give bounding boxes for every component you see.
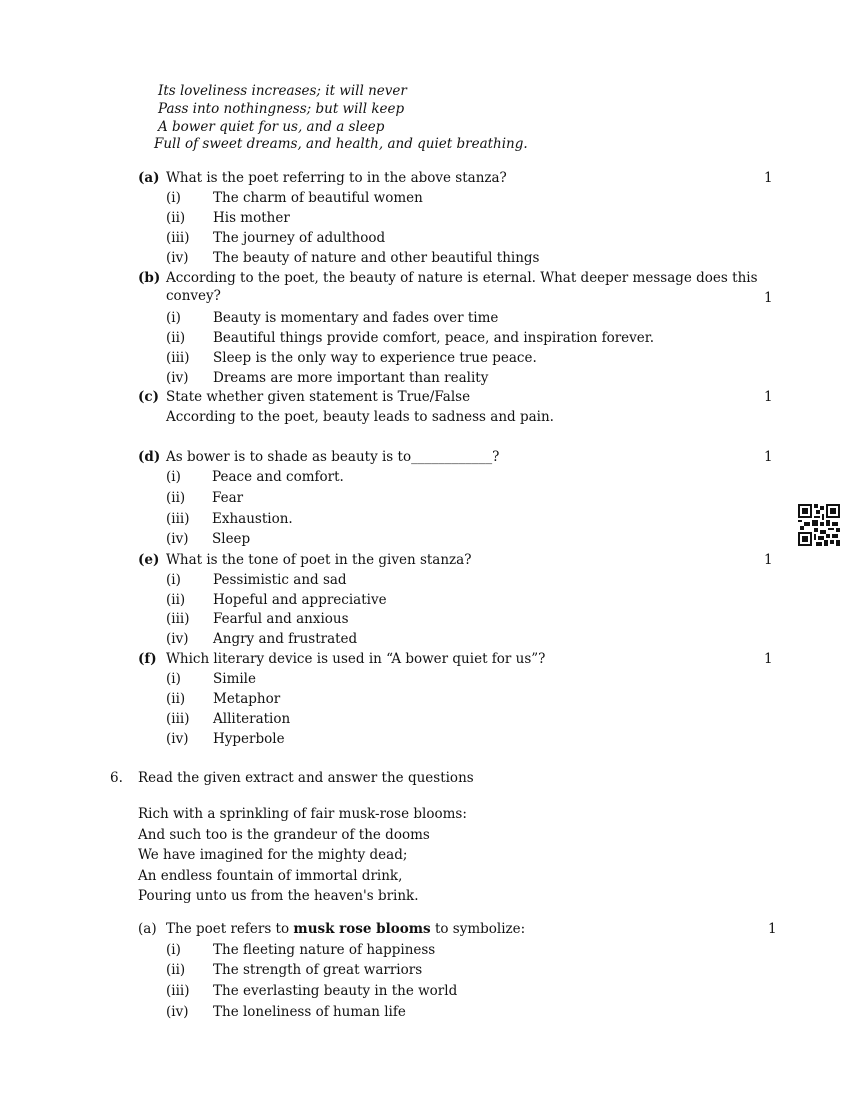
question-text-after: to symbolize: — [434, 921, 526, 937]
question-label: (a) — [138, 921, 157, 937]
option-number: (i) — [166, 469, 181, 485]
option-number: (iv) — [166, 370, 189, 386]
option-text: Fearful and anxious — [213, 611, 349, 627]
question-label: (a) — [138, 170, 160, 186]
question-instruction: Read the given extract and answer the questions — [138, 770, 474, 786]
option-text: Dreams are more important than reality — [213, 370, 489, 386]
option-text: Beautiful things provide comfort, peace, and inspiration forever. — [213, 330, 655, 346]
option-text: Beauty is momentary and fades over time — [213, 310, 499, 326]
option-text: Metaphor — [213, 691, 281, 707]
question-label: (b) — [138, 270, 161, 286]
option-text: Sleep is the only way to experience true peace. — [213, 350, 537, 366]
question-marks: 1 — [764, 449, 773, 465]
option-text: Hopeful and appreciative — [213, 592, 387, 608]
option-text: His mother — [213, 210, 290, 226]
question-marks: 1 — [768, 921, 777, 937]
option-number: (iv) — [166, 250, 189, 266]
question-text-before: The poet refers to — [166, 921, 290, 937]
option-text: The beauty of nature and other beautiful things — [213, 250, 540, 266]
option-number: (iv) — [166, 731, 189, 747]
extract-line: Rich with a sprinkling of fair musk-rose blooms: — [138, 806, 467, 822]
option-text: Peace and comfort. — [212, 469, 344, 485]
question-marks: 1 — [764, 389, 773, 405]
option-number: (iv) — [166, 1004, 189, 1020]
option-text: Fear — [212, 490, 244, 506]
stanza-line: Its loveliness increases; it will never — [158, 83, 407, 99]
question-label: (d) — [138, 449, 161, 465]
option-number: (iv) — [166, 531, 189, 547]
question-text: As bower is to shade as beauty is to____________? — [166, 449, 500, 465]
question-number: 6. — [110, 770, 123, 786]
question-text: According to the poet, the beauty of nature is eternal. What deeper message does this convey? — [166, 270, 758, 304]
option-text: Exhaustion. — [212, 511, 293, 527]
option-number: (iii) — [166, 230, 190, 246]
option-number: (i) — [166, 942, 181, 958]
option-number: (iii) — [166, 611, 190, 627]
stanza-line: A bower quiet for us, and a sleep — [158, 119, 385, 135]
question-marks: 1 — [764, 290, 773, 306]
option-number: (iii) — [166, 711, 190, 727]
stanza-line: Pass into nothingness; but will keep — [158, 101, 405, 117]
question-label: (c) — [138, 389, 159, 405]
question-label: (e) — [138, 552, 160, 568]
option-text: The everlasting beauty in the world — [213, 983, 458, 999]
option-number: (ii) — [166, 210, 186, 226]
question-marks: 1 — [764, 651, 773, 667]
option-text: Pessimistic and sad — [213, 572, 347, 588]
option-number: (ii) — [166, 962, 186, 978]
option-number: (iii) — [166, 983, 190, 999]
option-text: Angry and frustrated — [213, 631, 358, 647]
option-text: The loneliness of human life — [213, 1004, 406, 1020]
question-text: State whether given statement is True/False — [166, 389, 471, 405]
extract-line: An endless fountain of immortal drink, — [138, 868, 403, 884]
option-number: (ii) — [166, 490, 186, 506]
qr-code-icon — [798, 504, 840, 546]
question-text-bold: musk rose blooms — [293, 921, 431, 937]
option-number: (iii) — [166, 511, 190, 527]
question-marks: 1 — [764, 170, 773, 186]
question-text: What is the tone of poet in the given stanza? — [166, 552, 472, 568]
option-text: Sleep — [212, 531, 251, 547]
option-text: Simile — [213, 671, 256, 687]
option-number: (i) — [166, 190, 181, 206]
statement-text: According to the poet, beauty leads to sadness and pain. — [166, 409, 554, 425]
question-text: What is the poet referring to in the above stanza? — [166, 170, 507, 186]
option-number: (iv) — [166, 631, 189, 647]
stanza-line: Full of sweet dreams, and health, and quiet breathing. — [154, 136, 528, 152]
option-number: (ii) — [166, 592, 186, 608]
option-number: (ii) — [166, 330, 186, 346]
option-text: The journey of adulthood — [213, 230, 386, 246]
option-number: (iii) — [166, 350, 190, 366]
option-text: Hyperbole — [213, 731, 285, 747]
extract-line: And such too is the grandeur of the dooms — [138, 827, 430, 843]
option-text: The charm of beautiful women — [213, 190, 423, 206]
extract-line: We have imagined for the mighty dead; — [138, 847, 408, 863]
option-text: The strength of great warriors — [213, 962, 423, 978]
question-label: (f) — [138, 651, 157, 667]
question-text — [166, 920, 525, 938]
option-text: Alliteration — [213, 711, 291, 727]
option-number: (i) — [166, 310, 181, 326]
question-text: Which literary device is used in “A bower quiet for us”? — [166, 651, 546, 667]
extract-line: Pouring unto us from the heaven's brink. — [138, 888, 419, 904]
option-number: (i) — [166, 671, 181, 687]
question-marks: 1 — [764, 552, 773, 568]
option-number: (i) — [166, 572, 181, 588]
option-number: (ii) — [166, 691, 186, 707]
option-text: The fleeting nature of happiness — [213, 942, 436, 958]
